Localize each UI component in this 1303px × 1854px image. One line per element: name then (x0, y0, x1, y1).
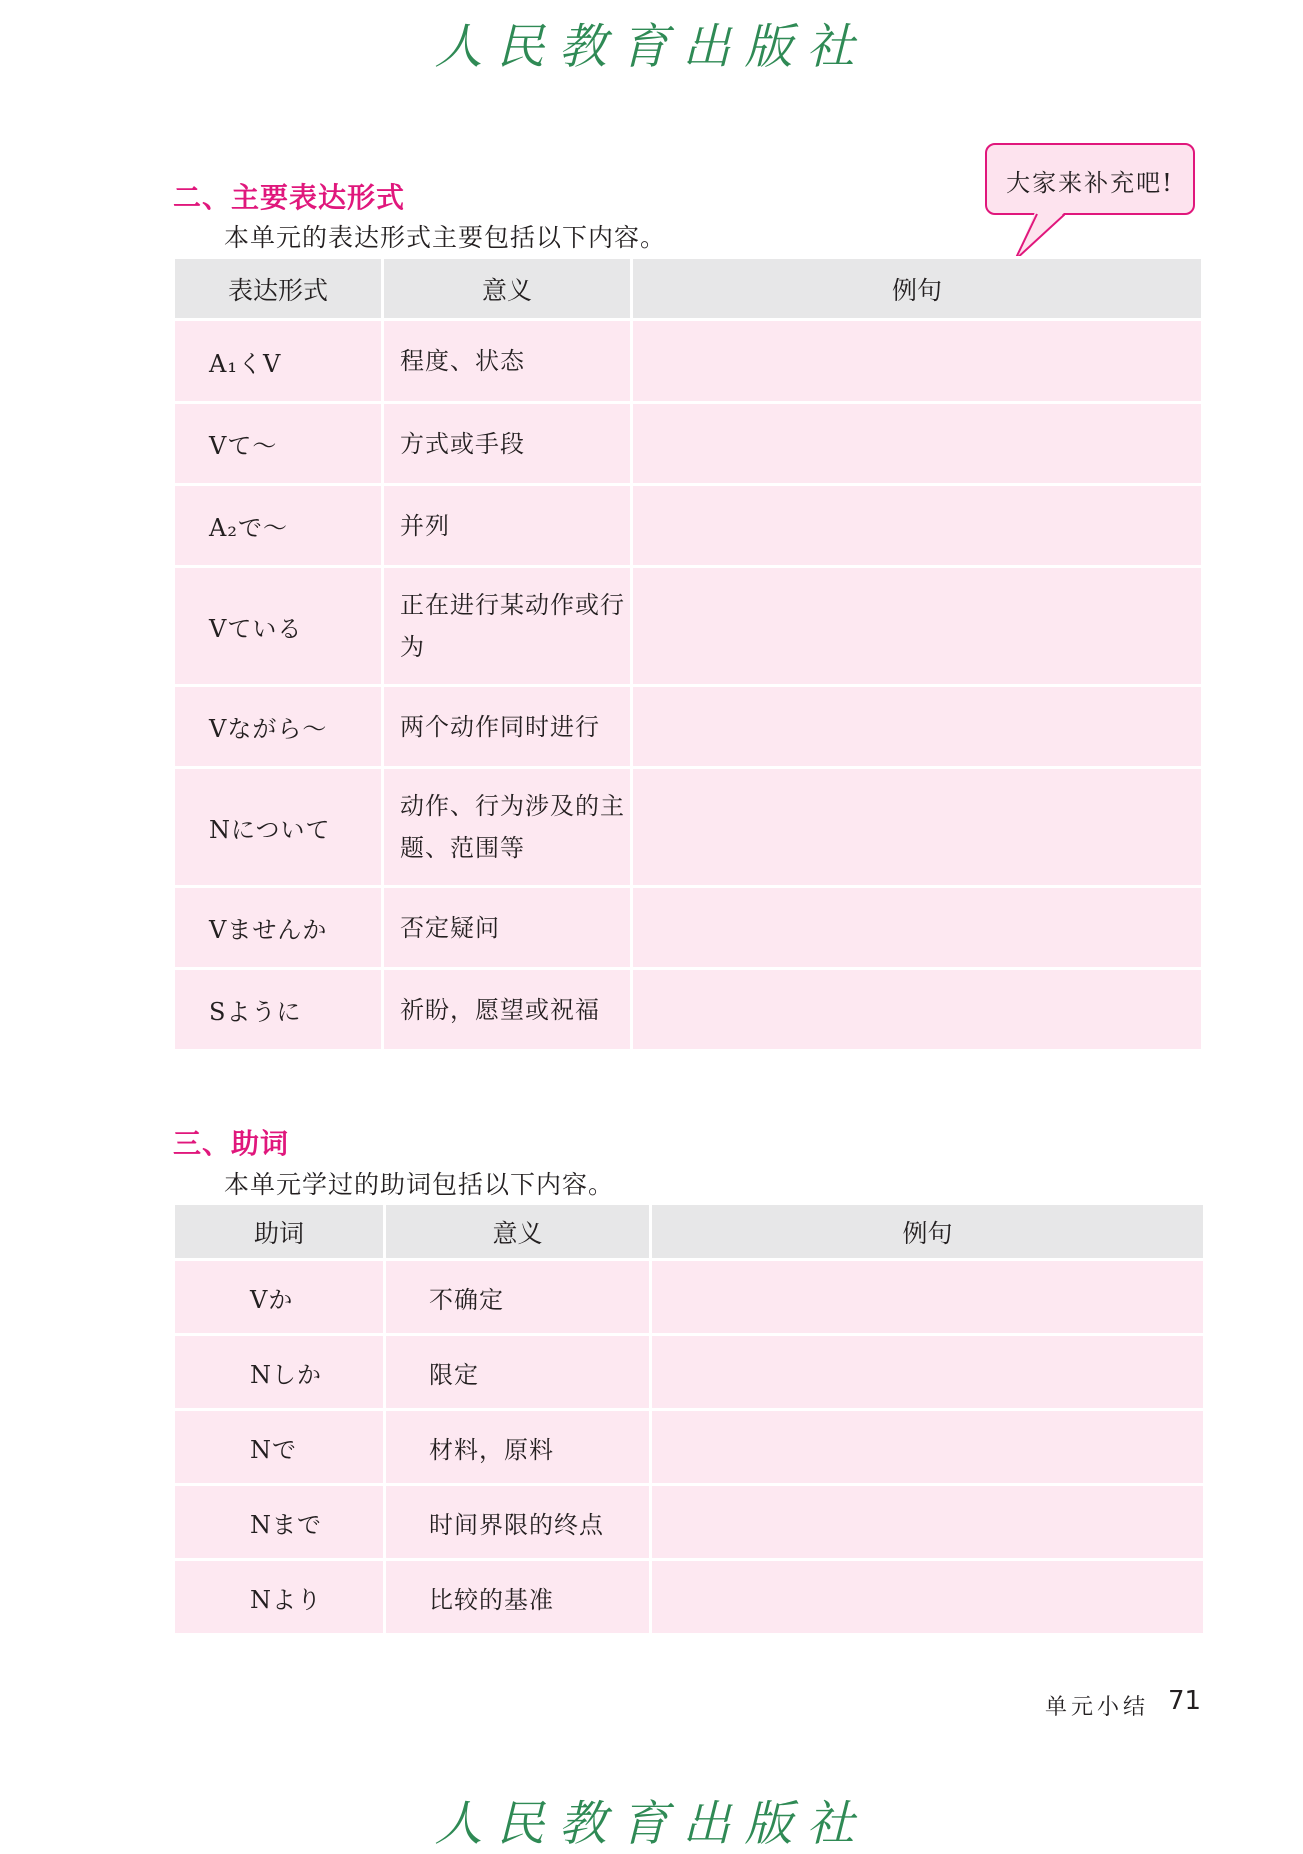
particle-example (652, 1261, 1203, 1333)
expression-form: Sように (175, 970, 381, 1049)
particle-form: Nより (175, 1561, 383, 1633)
header-example: 例句 (633, 259, 1201, 318)
table-row (175, 1261, 1203, 1333)
header-meaning: 意义 (384, 259, 630, 318)
expression-example (633, 888, 1201, 967)
particle-meaning: 限定 (386, 1336, 649, 1408)
publisher-watermark-top: 人民教育出版社 (434, 19, 869, 75)
particle-form: Vか (175, 1261, 383, 1333)
expression-form: Vている (175, 568, 381, 684)
header-meaning: 意义 (386, 1205, 649, 1258)
particles-table (172, 1202, 1206, 1636)
table-row (175, 888, 1201, 967)
expression-form: Vて〜 (175, 404, 381, 483)
expression-meaning: 否定疑问 (384, 888, 630, 967)
expression-form: A₂で〜 (175, 486, 381, 565)
particle-form: Nしか (175, 1336, 383, 1408)
expression-meaning: 并列 (384, 486, 630, 565)
particle-meaning: 不确定 (386, 1261, 649, 1333)
particle-meaning: 时间界限的终点 (386, 1486, 649, 1558)
particle-meaning: 比较的基准 (386, 1561, 649, 1633)
section-title-expressions: 二、主要表达形式 (173, 181, 406, 214)
expression-example (633, 769, 1201, 885)
header-example: 例句 (652, 1205, 1203, 1258)
section-intro-particles: 本单元学过的助词包括以下内容。 (224, 1170, 615, 1199)
expression-form: Vませんか (175, 888, 381, 967)
expression-meaning: 祈盼，愿望或祝福 (384, 970, 630, 1049)
table-row (175, 1411, 1203, 1483)
expression-meaning: 程度、状态 (384, 321, 630, 401)
particle-meaning: 材料，原料 (386, 1411, 649, 1483)
publisher-watermark-bottom: 人民教育出版社 (434, 1796, 869, 1852)
footer-unit-label: 单元小结 (1045, 1695, 1150, 1720)
table-row (175, 769, 1201, 885)
expression-meaning: 正在进行某动作或行为 (384, 568, 630, 684)
header-form: 表达形式 (175, 259, 381, 318)
table-row (175, 687, 1201, 766)
expression-form: Nについて (175, 769, 381, 885)
expression-example (633, 321, 1201, 401)
expression-example (633, 486, 1201, 565)
particle-example (652, 1486, 1203, 1558)
table-row (175, 321, 1201, 401)
table-row (175, 1336, 1203, 1408)
table-header-row (175, 1205, 1203, 1258)
table-row (175, 568, 1201, 684)
expression-meaning: 方式或手段 (384, 404, 630, 483)
expression-example (633, 568, 1201, 684)
expression-form: Vながら〜 (175, 687, 381, 766)
speech-bubble (985, 143, 1195, 215)
section-intro-expressions: 本单元的表达形式主要包括以下内容。 (224, 223, 667, 252)
particle-form: Nまで (175, 1486, 383, 1558)
table-row (175, 1486, 1203, 1558)
table-row (175, 970, 1201, 1049)
expression-example (633, 404, 1201, 483)
speech-bubble-text: 大家来补充吧! (1006, 169, 1174, 197)
expression-meaning: 两个动作同时进行 (384, 687, 630, 766)
table-row (175, 1561, 1203, 1633)
expression-example (633, 970, 1201, 1049)
table-row (175, 404, 1201, 483)
table-header-row (175, 259, 1201, 318)
particle-example (652, 1336, 1203, 1408)
section-title-particles: 三、助词 (173, 1127, 290, 1160)
particle-example (652, 1411, 1203, 1483)
header-particle: 助词 (175, 1205, 383, 1258)
table-row (175, 486, 1201, 565)
expression-meaning: 动作、行为涉及的主题、范围等 (384, 769, 630, 885)
expressions-table (172, 256, 1204, 1052)
particle-form: Nで (175, 1411, 383, 1483)
particle-example (652, 1561, 1203, 1633)
page-number: 71 (1168, 1686, 1202, 1716)
expression-form: A₁くV (175, 321, 381, 401)
expression-example (633, 687, 1201, 766)
